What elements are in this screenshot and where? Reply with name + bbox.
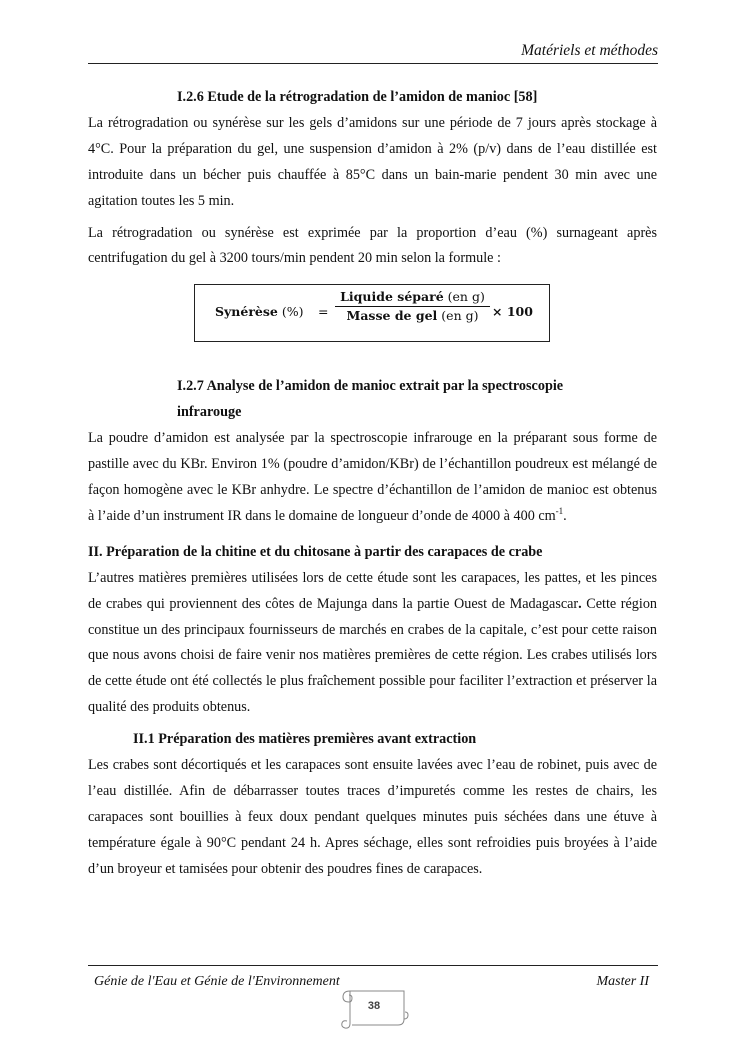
page-content (88, 85, 657, 883)
paragraph-crab-raw-materials: L’autres matières premières utilisées lors de cette étude sont les carapaces, les pattes, et les pinces de crabes qui proviennent des côtes de Majunga dans la partie Ouest de Madagascar. Cette région constitue un des principaux fournisseurs de marchés en crabes de la capitale, c’est pour cette raison que nous avons choisi de faire venir nos matières premières de cette région. Les crabes utilisés lors de cette étude ont été collectés le plus fraîchement possible pour faciliter l’extraction et préserver la qualité des produits obtenus. (88, 569, 658, 716)
formula-box (194, 284, 550, 342)
formula-fraction (335, 288, 490, 325)
paragraph-retrogradation-formula-intro: La rétrogradation ou synérèse est exprimée par la proportion d’eau (%) surnageant après centrifugation du gel à 3200 tours/min pendent 20 min selon la formule : (88, 224, 657, 267)
formula-multiplier: × 100 (492, 304, 533, 320)
section-heading-1-2-6: I.2.6 Etude de la rétrogradation de l’amidon de manioc [58] (177, 89, 538, 105)
section-heading-II: II. Préparation de la chitine et du chitosane à partir des carapaces de crabe (88, 543, 543, 560)
section-heading-1-2-7-line1: I.2.7 Analyse de l’amidon de manioc extrait par la spectroscopie (177, 378, 564, 395)
paragraph-raw-material-preparation: Les crabes sont décortiqués et les carapaces sont ensuite lavées avec l’eau de robinet, puis avec de l’eau distillée. Afin de débarrasser toutes traces d’impuretés comme les restes de chairs, les carapaces sont bouillies à feux doux pendant quelques minutes puis séchées dans une étuve à température égale à 90°C pendant 24 h. Apres séchage, elles sont refroidies puis broyées à l’aide d’un broyeur et tamisées pour obtenir des poudres fines de carapaces. (88, 757, 657, 877)
paragraph-retrogradation-method: La rétrogradation ou synérèse sur les gels d’amidons sur une période de 7 jours après stockage à 4°C. Pour la préparation du gel, une suspension d’amidon à 2% (p/v) dans de l’eau distillée est introduite dans un bécher puis chauffée à 85°C dans un bain-marie pendent 30 min avec une agitation toutes les 5 min. (88, 114, 657, 209)
paragraph-infrared-analysis: La poudre d’amidon est analysée par la spectroscopie infrarouge en la préparant sous forme de pastille avec du KBr. Environ 1% (poudre d’amidon/KBr) de l’échantillon poudreux est mélangé de façon homogène avec le KBr anhydre. Le spectre d’échantillon de l’amidon de manioc est obtenus à l’aide d’un instrument IR dans le domaine de longueur d’onde de 4000 à 400 $cm^{-1}$. (88, 430, 657, 524)
footer-program: Génie de l'Eau et Génie de l'Environnement (94, 974, 340, 989)
section-heading-II-1: II.1 Préparation des matières premières avant extraction (133, 731, 477, 748)
page-number: 38 (367, 1000, 381, 1012)
formula-equals: = (318, 304, 329, 320)
running-header: Matériels et méthodes (521, 42, 658, 59)
section-heading-1-2-7-line2: infrarouge (177, 404, 242, 421)
footer-rule (88, 965, 658, 966)
header-rule (88, 63, 658, 64)
footer-degree: Master II (596, 974, 649, 989)
formula-lhs: Synérèse (%) (215, 304, 304, 320)
formula-denominator: Masse de gel (en g) (346, 308, 479, 324)
formula-numerator: Liquide séparé (en g) (335, 288, 490, 307)
page-number-scroll (338, 985, 410, 1031)
